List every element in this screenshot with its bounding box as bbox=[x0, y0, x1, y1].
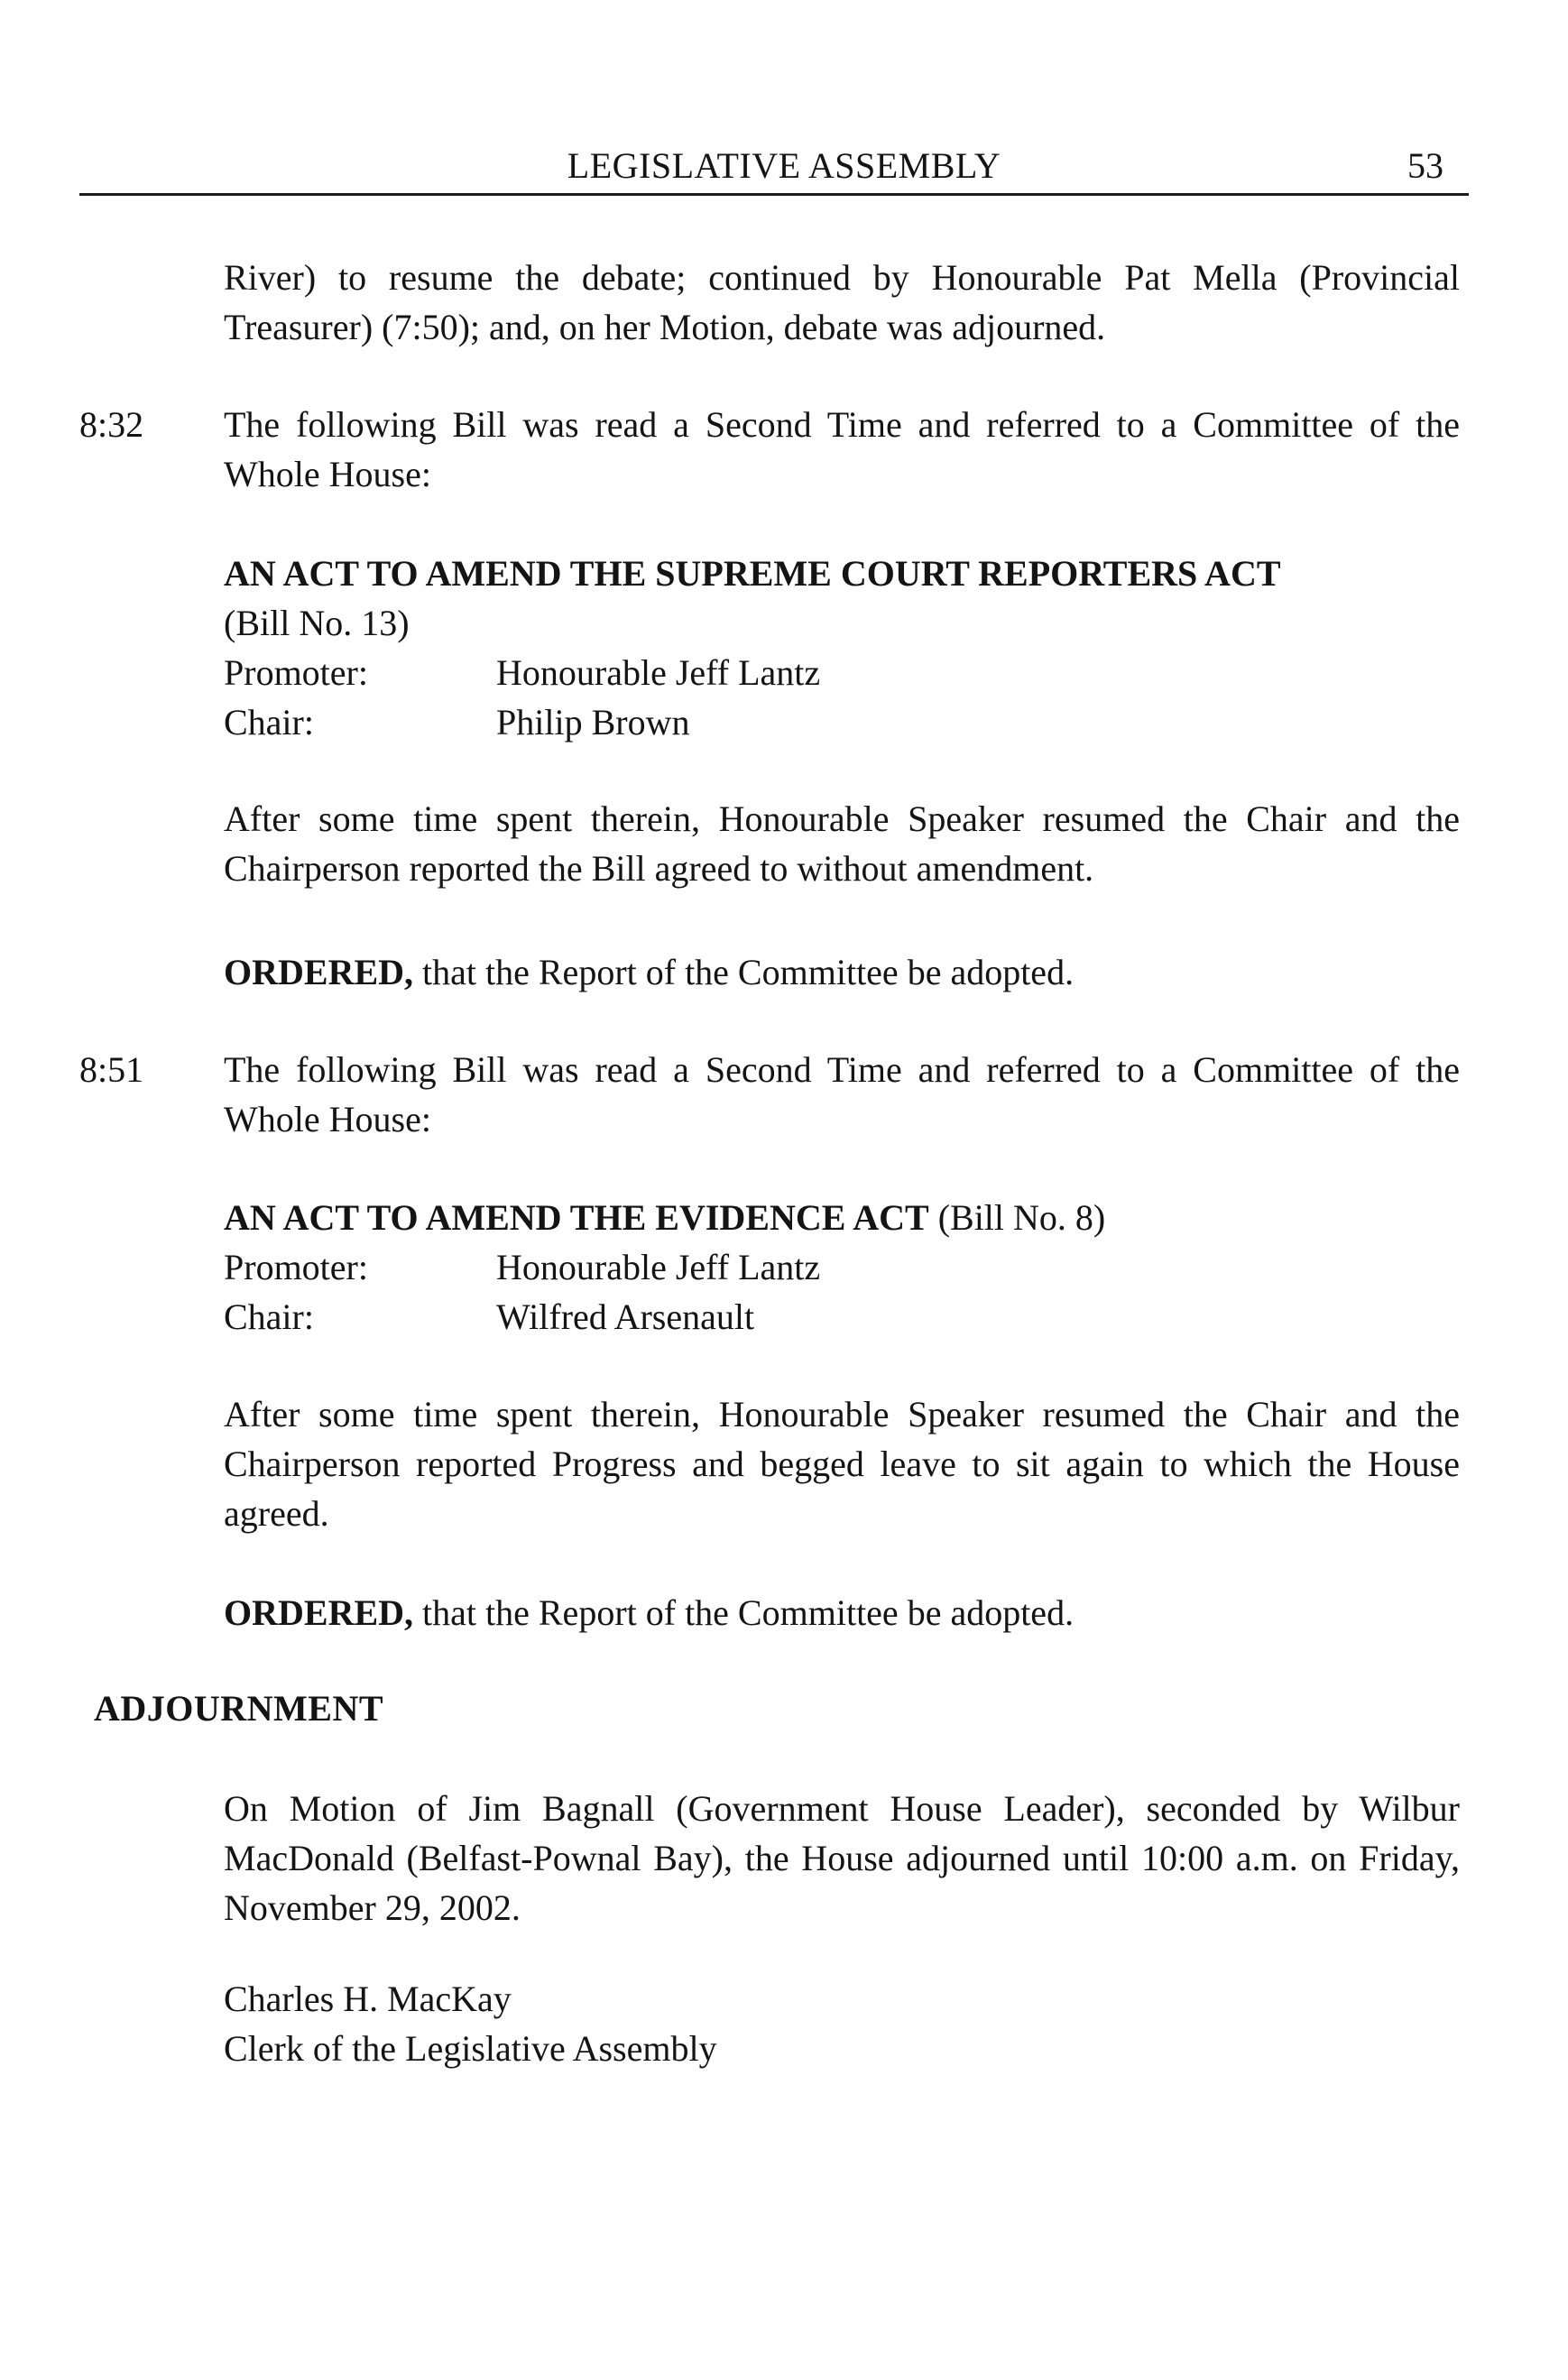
ordered-text: that the Report of the Committee be adopted. bbox=[413, 1592, 1075, 1633]
chair-label: Chair: bbox=[224, 1296, 314, 1337]
entry1-promoter-row bbox=[224, 648, 820, 697]
entry2-committee-paragraph: After some time spent therein, Honourable Speaker resumed the Chair and the Chairperson reported Progress and begged leave to sit again to which the House agreed. bbox=[224, 1394, 1460, 1534]
chair-label: Chair: bbox=[224, 702, 314, 743]
ordered-text: that the Report of the Committee be adopted. bbox=[413, 952, 1075, 992]
entry2-bill-title bbox=[224, 1193, 1469, 1242]
entry2-bill-number: (Bill No. 8) bbox=[928, 1197, 1106, 1238]
adjournment-paragraph: On Motion of Jim Bagnall (Government House Leader), seconded by Wilbur MacDonald (Belfast-Pownal Bay), the House adjourned until 10:00 a.m. on Friday, November 29, 2002. bbox=[224, 1788, 1460, 1928]
ordered-label: ORDERED, bbox=[224, 952, 414, 992]
intro-paragraph: River) to resume the debate; continued by Honourable Pat Mella (Provincial Treasurer) (7:50); and, on her Motion, debate was adjourned. bbox=[224, 257, 1460, 347]
promoter-label: Promoter: bbox=[224, 1247, 368, 1287]
entry2-chair-row bbox=[224, 1292, 754, 1342]
running-title: LEGISLATIVE ASSEMBLY bbox=[567, 145, 1001, 186]
entry1-bill-title bbox=[224, 549, 1469, 598]
entry-time-851: 8:51 bbox=[79, 1049, 144, 1090]
promoter-name: Honourable Jeff Lantz bbox=[496, 652, 821, 693]
chair-name: Philip Brown bbox=[496, 702, 690, 743]
entry1-chair-row bbox=[224, 697, 689, 747]
entry1-committee-paragraph: After some time spent therein, Honourable Speaker resumed the Chair and the Chairperson reported the Bill agreed to without amendment. bbox=[224, 798, 1460, 889]
signatory-title: Clerk of the Legislative Assembly bbox=[224, 2028, 717, 2069]
page-number: 53 bbox=[1407, 145, 1443, 186]
promoter-label: Promoter: bbox=[224, 652, 368, 693]
entry-time-832: 8:32 bbox=[79, 404, 144, 445]
ordered-label: ORDERED, bbox=[224, 1592, 414, 1633]
entry2-bill-title-text: AN ACT TO AMEND THE EVIDENCE ACT bbox=[224, 1197, 929, 1238]
entry2-paragraph: The following Bill was read a Second Time and referred to a Committee of the Whole House: bbox=[224, 1049, 1460, 1139]
entry1-paragraph: The following Bill was read a Second Time and referred to a Committee of the Whole House: bbox=[224, 404, 1460, 494]
chair-name: Wilfred Arsenault bbox=[496, 1296, 755, 1337]
entry2-promoter-row bbox=[224, 1242, 820, 1292]
entry1-bill-title-text: AN ACT TO AMEND THE SUPREME COURT REPORTERS ACT bbox=[224, 553, 1281, 594]
adjournment-heading: ADJOURNMENT bbox=[94, 1688, 384, 1729]
signatory-name: Charles H. MacKay bbox=[224, 1979, 512, 2019]
entry2-ordered bbox=[224, 1588, 1460, 1637]
entry1-ordered bbox=[224, 947, 1460, 997]
promoter-name: Honourable Jeff Lantz bbox=[496, 1247, 821, 1287]
entry1-bill-number: (Bill No. 13) bbox=[224, 603, 410, 643]
header-rule bbox=[79, 193, 1469, 196]
